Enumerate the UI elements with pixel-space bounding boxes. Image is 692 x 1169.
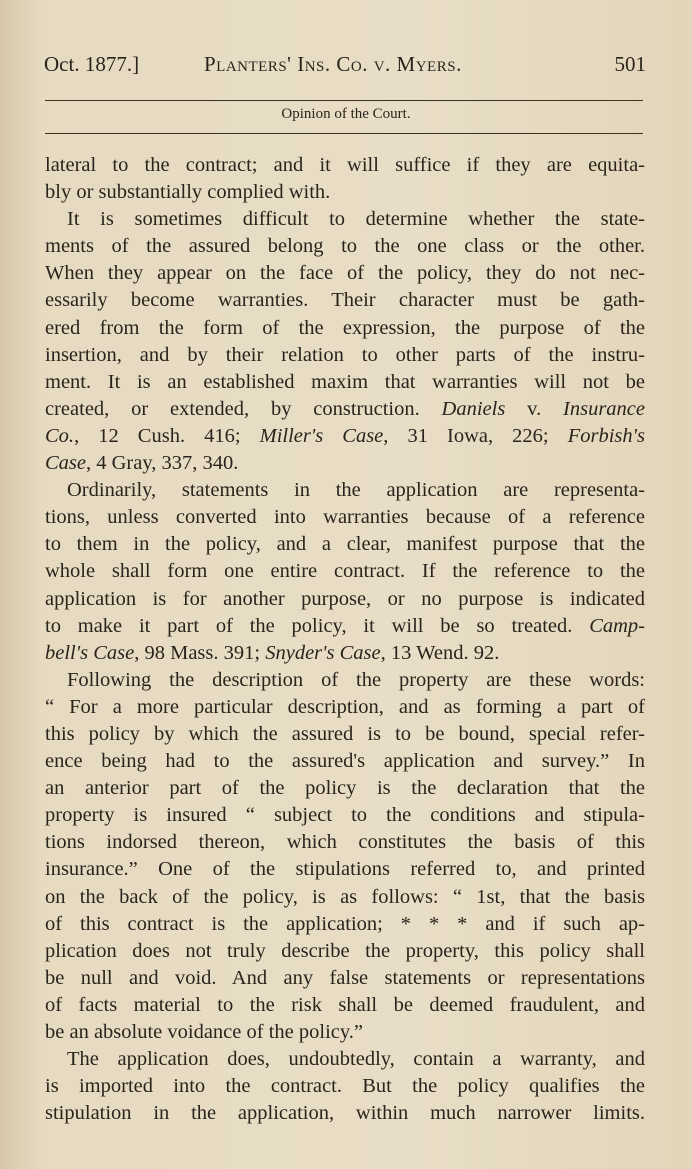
text-run: , 4 Gray, 337, 340. xyxy=(86,452,239,475)
text-line xyxy=(45,287,645,314)
text-line xyxy=(45,1073,645,1100)
text-run: , 13 Wend. 92. xyxy=(380,641,500,664)
text-line xyxy=(45,260,645,287)
text-run: insurance.” One of the stipulations referred to, and printed xyxy=(45,858,645,881)
text-run: bly or substantially complied with. xyxy=(45,181,331,204)
text-line xyxy=(45,315,645,342)
text-run: ered from the form of the expression, the purpose of the xyxy=(45,316,645,339)
text-line xyxy=(45,396,645,423)
text-run: , 31 Iowa, 226; xyxy=(383,424,568,447)
text-line xyxy=(45,342,645,369)
text-run: an anterior part of the policy is the declaration that the xyxy=(45,777,645,800)
text-run: ment. It is an established maxim that warranties will not be xyxy=(45,370,645,393)
text-line xyxy=(45,938,645,965)
text-line xyxy=(45,1019,645,1046)
text-line xyxy=(45,152,645,179)
text-line xyxy=(45,477,645,504)
header-case-title: Planters' Ins. Co. v. Myers. xyxy=(204,52,462,76)
text-run: insertion, and by their relation to other parts of the instru- xyxy=(45,343,645,366)
text-run: ence being had to the assured's application and survey.” In xyxy=(45,750,645,773)
page-number: 501 xyxy=(614,52,646,76)
citation-italic: Snyder's Case xyxy=(265,641,381,664)
text-line xyxy=(45,667,645,694)
text-line xyxy=(45,423,645,450)
section-subheading: Opinion of the Court. xyxy=(281,106,411,122)
text-run: stipulation in the application, within much narrower limits. xyxy=(45,1102,645,1125)
citation-italic: Forbish's xyxy=(567,424,645,447)
text-run: tions indorsed thereon, which constitutes the basis of this xyxy=(45,831,645,854)
text-run: to make it part of the policy, it will be so treated. xyxy=(45,614,590,637)
text-run: property is insured “ subject to the conditions and stipula- xyxy=(45,804,645,827)
text-run: of facts material to the risk shall be deemed fraudulent, and xyxy=(45,993,645,1016)
text-run: “ For a more particular description, and as forming a part of xyxy=(45,695,645,718)
text-run: created, or extended, by construction. xyxy=(45,397,442,420)
running-header xyxy=(44,52,646,82)
text-run: Ordinarily, statements in the application are representa- xyxy=(67,479,645,502)
text-line xyxy=(45,450,645,477)
text-line xyxy=(45,856,645,883)
text-run: on the back of the policy, is as follows: “ 1st, that the basis xyxy=(45,885,645,908)
text-run: whole shall form one entire contract. If the reference to the xyxy=(45,560,645,583)
text-run: this policy by which the assured is to be bound, special refer- xyxy=(45,722,645,745)
text-line xyxy=(45,531,645,558)
text-run: plication does not truly describe the property, this policy shall xyxy=(45,939,645,962)
citation-italic: bell's Case xyxy=(45,641,135,664)
text-run: lateral to the contract; and it will suffice if they are equita- xyxy=(45,154,645,176)
text-line xyxy=(45,640,645,667)
text-run: application is for another purpose, or no purpose is indicated xyxy=(45,587,645,610)
text-line xyxy=(45,504,645,531)
text-line xyxy=(45,179,645,206)
citation-italic: Miller's Case xyxy=(259,424,384,447)
text-run: be an absolute voidance of the policy.” xyxy=(45,1021,364,1043)
text-line xyxy=(45,694,645,721)
header-rule-top xyxy=(45,100,643,101)
text-line xyxy=(45,748,645,775)
text-run: ments of the assured belong to the one class or the other. xyxy=(45,235,645,258)
text-line xyxy=(45,802,645,829)
text-line xyxy=(45,369,645,396)
text-run: Following the description of the property are these words: xyxy=(67,668,645,691)
text-run: to them in the policy, and a clear, manifest purpose that the xyxy=(45,533,645,556)
text-line xyxy=(45,206,645,233)
text-line xyxy=(45,558,645,585)
text-run: essarily become warranties. Their character must be gath- xyxy=(45,289,645,312)
header-date: Oct. 1877.] xyxy=(44,52,140,76)
header-rule-bottom xyxy=(45,133,643,134)
citation-italic: Insurance xyxy=(563,397,645,420)
text-line xyxy=(45,613,645,640)
citation-italic: Camp- xyxy=(589,614,645,637)
text-run: The application does, undoubtedly, contain a warranty, and xyxy=(67,1048,645,1071)
text-line xyxy=(45,1100,645,1127)
citation-italic: Co. xyxy=(45,424,75,447)
text-line xyxy=(45,884,645,911)
text-run: is imported into the contract. But the policy qualifies the xyxy=(45,1075,645,1098)
text-line xyxy=(45,992,645,1019)
text-line xyxy=(45,233,645,260)
text-run: It is sometimes difficult to determine whether the state- xyxy=(67,208,645,231)
citation-italic: Case xyxy=(45,452,86,475)
text-line xyxy=(45,1046,645,1073)
citation-italic: Daniels xyxy=(441,397,506,420)
text-line xyxy=(45,721,645,748)
text-line xyxy=(45,586,645,613)
text-line xyxy=(45,911,645,938)
text-run: be null and void. And any false statements or representations xyxy=(45,966,645,989)
text-run: When they appear on the face of the policy, they do not nec- xyxy=(45,262,645,285)
text-line xyxy=(45,965,645,992)
text-run: v. xyxy=(505,397,564,420)
text-run: tions, unless converted into warranties because of a reference xyxy=(45,506,645,529)
text-run: of this contract is the application; * * * and if such ap- xyxy=(45,912,645,935)
text-line xyxy=(45,775,645,802)
text-run: , 12 Cush. 416; xyxy=(74,424,260,447)
text-run: , 98 Mass. 391; xyxy=(134,641,266,664)
text-line xyxy=(45,829,645,856)
opinion-text xyxy=(45,152,645,1127)
